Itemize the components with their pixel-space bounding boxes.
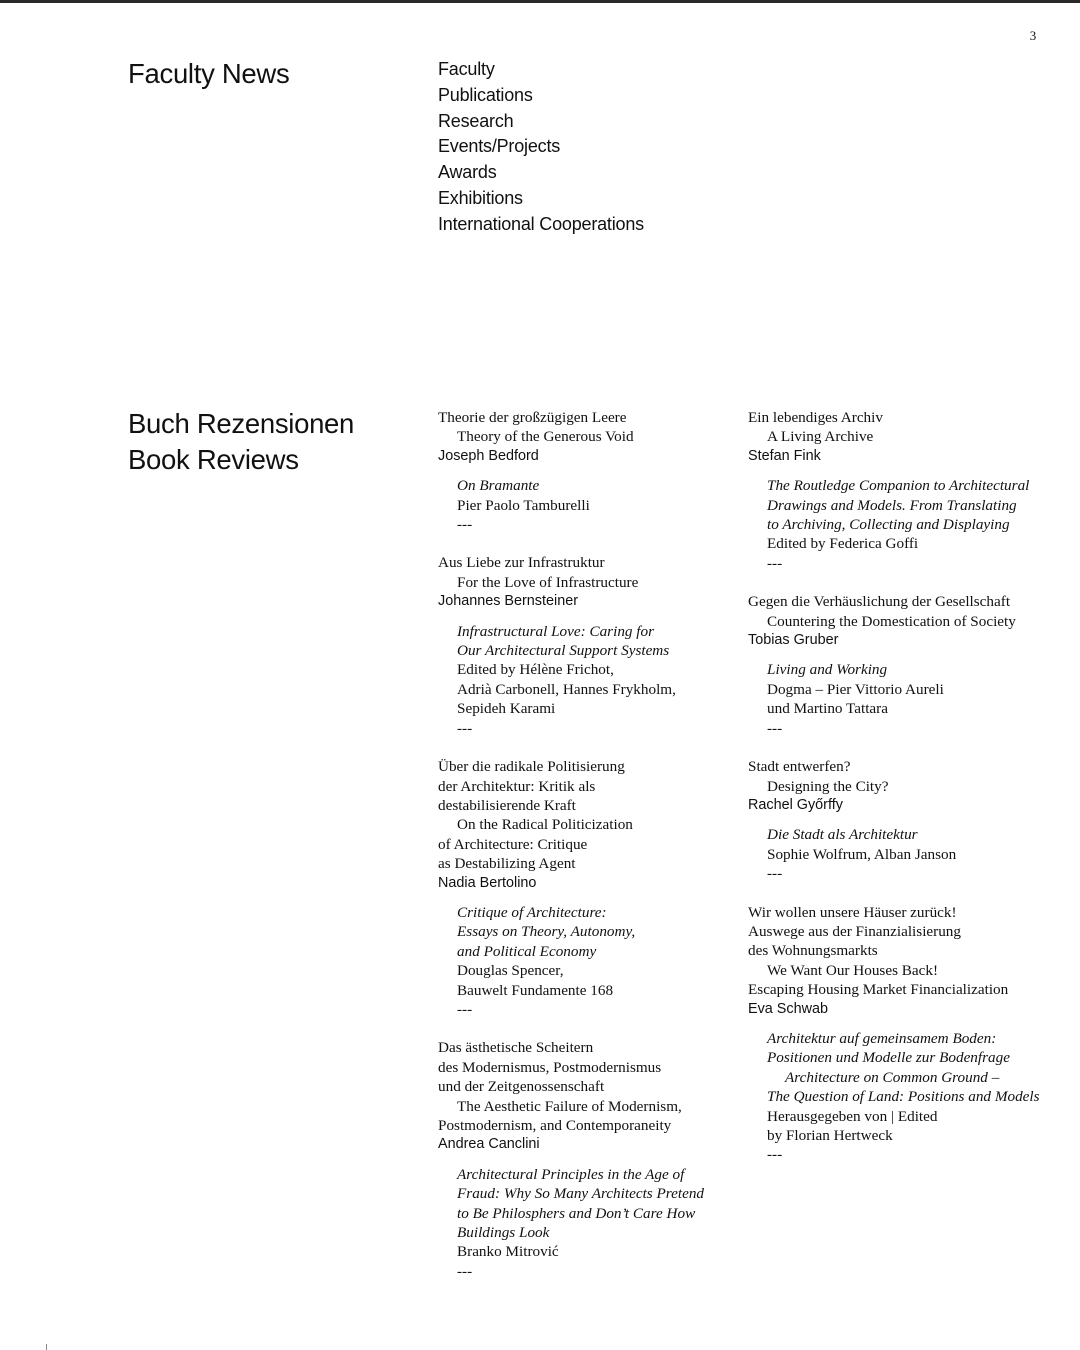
reviewed-book [438, 622, 738, 738]
review-title-de: Das ästhetische Scheitern [438, 1039, 594, 1057]
book-credit: Edited by Hélène Frichot, [457, 661, 614, 679]
book-credit: Sepideh Karami [457, 700, 556, 718]
faculty-news-nav [438, 57, 644, 238]
nav-item-research[interactable]: Research [438, 110, 514, 131]
review-title-de: Über die radikale Politisierung [438, 758, 625, 776]
book-title: Architecture on Common Ground – [785, 1068, 1000, 1086]
book-credit: Edited by Federica Goffi [767, 535, 919, 553]
review-title-de: Auswege aus der Finanzialisierung [748, 922, 961, 940]
reviewed-book [438, 903, 738, 1019]
review-title-en: On the Radical Politicization [457, 816, 633, 834]
book-reviews-title-en: Book Reviews [128, 444, 299, 475]
book-title: and Political Economy [457, 942, 597, 960]
book-title: Living and Working [767, 661, 888, 679]
review-title-en: Escaping Housing Market Financialization [748, 981, 1009, 999]
review-entry [438, 757, 738, 1019]
book-credit: Adrià Carbonell, Hannes Frykholm, [457, 680, 676, 698]
review-entry [438, 1038, 738, 1281]
review-title-en: Designing the City? [767, 777, 889, 795]
book-credit: und Martino Tattara [767, 700, 888, 718]
review-title-en: We Want Our Houses Back! [767, 961, 939, 979]
review-author: Rachel Győrffy [748, 796, 843, 813]
reviewed-book [748, 825, 1048, 883]
book-credit: Sophie Wolfrum, Alban Janson [767, 845, 957, 863]
book-title: Die Stadt als Architektur [767, 826, 918, 844]
review-entry [748, 903, 1048, 1165]
review-title-en: Countering the Domestication of Society [767, 612, 1016, 630]
book-title: Positionen und Modelle zur Bodenfrage [767, 1049, 1010, 1067]
book-credit: Pier Paolo Tamburelli [457, 496, 590, 514]
book-credit: Branko Mitrović [457, 1243, 559, 1261]
review-author: Tobias Gruber [748, 632, 839, 649]
review-title-en: Theory of the Generous Void [457, 428, 634, 446]
review-title-de: Gegen die Verhäuslichung der Gesellschaft [748, 593, 1011, 611]
page-number: 3 [1029, 28, 1037, 43]
book-reviews-left-column [438, 408, 738, 1300]
reviewed-book [438, 1165, 738, 1281]
review-title-de: Aus Liebe zur Infrastruktur [438, 554, 605, 572]
faculty-news-title: Faculty News [128, 58, 290, 89]
book-title: Architektur auf gemeinsamem Boden: [767, 1029, 997, 1047]
nav-item-exhibitions[interactable]: Exhibitions [438, 187, 523, 208]
book-credit: by Florian Hertweck [767, 1127, 893, 1144]
review-title-de: Stadt entwerfen? [748, 758, 851, 776]
review-title-de: des Wohnungsmarkts [748, 942, 878, 960]
separator: --- [457, 1000, 473, 1018]
separator: --- [457, 719, 473, 737]
top-rule [0, 0, 1080, 3]
review-title-en: as Destabilizing Agent [438, 855, 576, 873]
review-entry [438, 408, 738, 534]
book-title: Essays on Theory, Autonomy, [457, 923, 636, 941]
book-title: Critique of Architecture: [457, 903, 607, 921]
book-title: On Bramante [457, 477, 540, 495]
nav-item-awards[interactable]: Awards [438, 162, 497, 183]
book-title: Drawings and Models. From Translating [767, 496, 1017, 514]
book-title: Our Architectural Support Systems [457, 642, 670, 660]
review-author: Andrea Canclini [438, 1136, 540, 1153]
nav-item-faculty[interactable]: Faculty [438, 59, 495, 79]
nav-item-events-projects[interactable]: Events/Projects [438, 136, 561, 157]
review-author: Eva Schwab [748, 1000, 828, 1017]
review-title-en: For the Love of Infrastructure [457, 573, 639, 591]
review-entry [748, 592, 1048, 738]
book-title: Infrastructural Love: Caring for [457, 622, 655, 640]
review-entry [748, 408, 1048, 573]
review-title-en: of Architecture: Critique [438, 835, 588, 853]
review-title-en: A Living Archive [767, 428, 874, 446]
review-author: Nadia Bertolino [438, 874, 537, 891]
reviewed-book [748, 660, 1048, 738]
book-title: Buildings Look [457, 1224, 550, 1242]
review-title-de: Wir wollen unsere Häuser zurück! [748, 903, 957, 921]
book-title: Architectural Principles in the Age of [457, 1165, 685, 1183]
book-title: The Question of Land: Positions and Models [767, 1088, 1040, 1106]
review-title-de: des Modernismus, Postmodernismus [438, 1058, 662, 1076]
separator: --- [767, 554, 783, 572]
book-title: The Routledge Companion to Architectural [767, 477, 1030, 495]
book-credit: Bauwelt Fundamente 168 [457, 981, 614, 999]
review-title-de: der Architektur: Kritik als [438, 777, 596, 795]
review-entry [748, 757, 1048, 883]
review-title-de: Theorie der großzügigen Leere [438, 409, 627, 426]
separator: --- [767, 719, 783, 737]
book-title: Fraud: Why So Many Architects Pretend [457, 1185, 705, 1203]
review-title-de: Ein lebendiges Archiv [748, 409, 883, 426]
review-title-de: und der Zeitgenossenschaft [438, 1078, 605, 1096]
review-title-de: destabilisierende Kraft [438, 796, 576, 814]
reviewed-book [748, 1029, 1048, 1165]
book-reviews-title-de: Buch Rezensionen [128, 408, 355, 439]
nav-item-international-cooperations[interactable]: International Cooperations [438, 213, 644, 234]
book-title: to Archiving, Collecting and Displaying [767, 516, 1010, 534]
reviewed-book [438, 476, 738, 534]
separator: --- [767, 1146, 783, 1164]
review-author: Johannes Bernsteiner [438, 593, 578, 610]
reviewed-book [748, 476, 1048, 573]
book-credit: Herausgegeben von | Edited [767, 1107, 938, 1125]
review-entry [438, 553, 738, 738]
nav-item-publications[interactable]: Publications [438, 84, 533, 105]
review-title-en: The Aesthetic Failure of Modernism, [457, 1097, 682, 1115]
book-credit: Dogma – Pier Vittorio Aureli [767, 680, 944, 698]
separator: --- [457, 516, 473, 534]
separator: --- [767, 865, 783, 883]
review-title-en: Postmodernism, and Contemporaneity [438, 1117, 672, 1134]
bottom-tick [46, 1344, 47, 1350]
book-credit: Douglas Spencer, [457, 962, 564, 980]
review-author: Joseph Bedford [438, 447, 539, 464]
review-author: Stefan Fink [748, 447, 821, 464]
book-title: to Be Philosphers and Don’t Care How [457, 1204, 696, 1222]
book-reviews-right-column [748, 408, 1048, 1184]
separator: --- [457, 1262, 473, 1280]
